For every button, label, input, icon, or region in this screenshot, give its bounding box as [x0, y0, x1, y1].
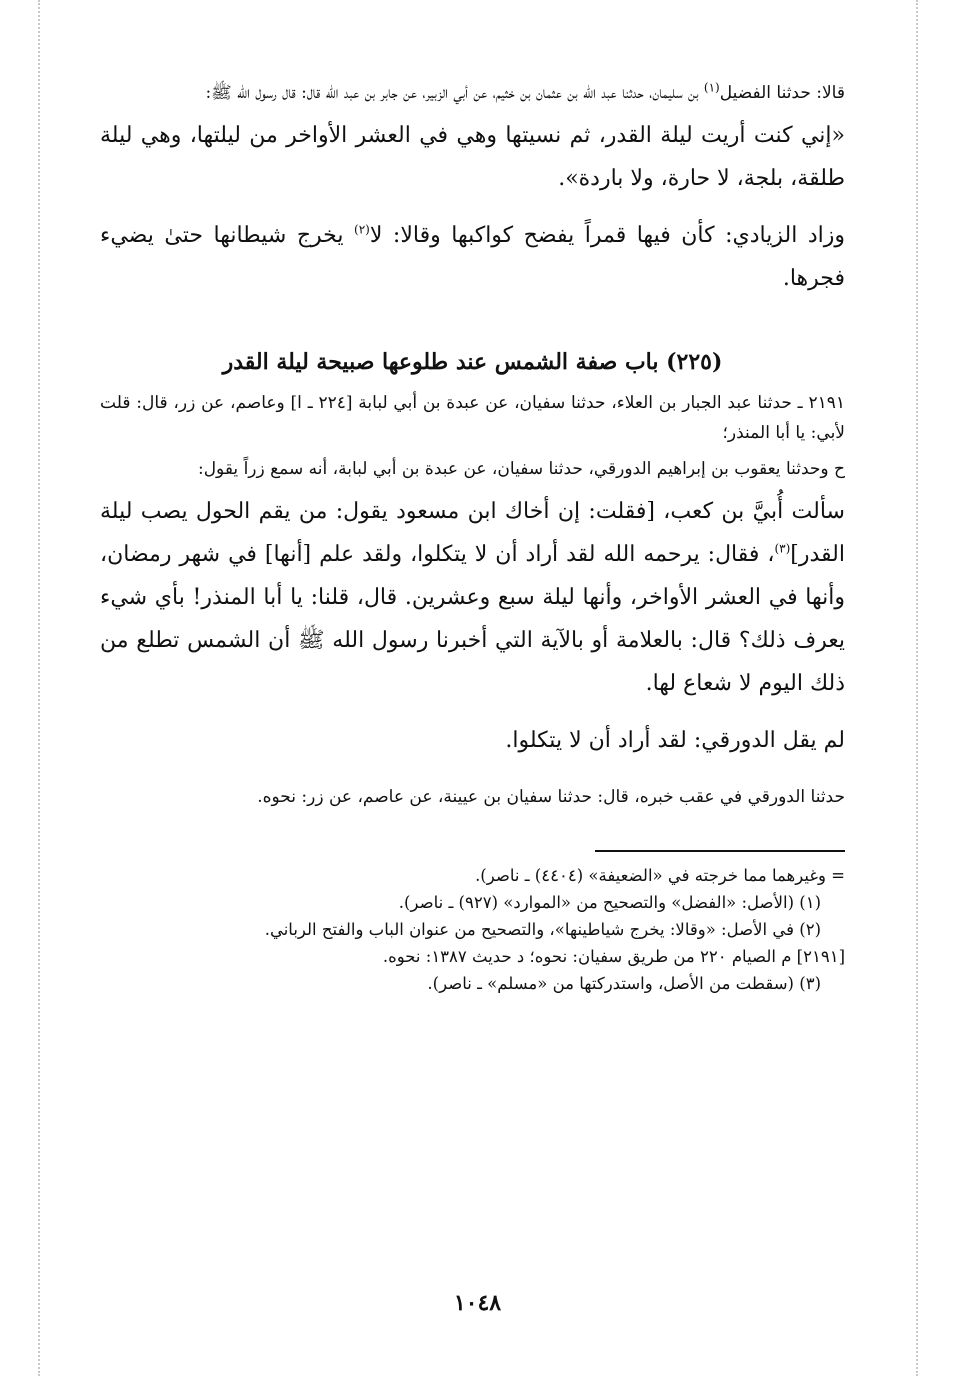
footnote-ref: (٢) — [354, 222, 370, 237]
paragraph-hadith-1: «إني كنت أريت ليلة القدر، ثم نسيتها وهي في العشر الأواخر من ليلتها، وهي ليلة طلقة، بلجة، لا حارة، ولا باردة». — [100, 123, 845, 191]
paragraph-text: بن سليمان، حدثنا عبد الله بن عثمان بن خثيم، عن أبي الزبير، عن جابر بن عبد الله قال: قال رسول الله ﷺ: — [205, 83, 704, 103]
paragraph-text: يخرج شيطانها حتىٰ يضيء فجرها. — [100, 223, 845, 291]
scan-edge-right — [916, 0, 918, 1376]
paragraph-hadith-2 — [100, 490, 845, 705]
page-number: ١٠٤٨ — [453, 1290, 502, 1316]
footnote-takhrij: [٢١٩١] م الصيام ٢٢٠ من طريق سفيان: نحوه؛ د حديث ١٣٨٧: نحوه. — [382, 947, 845, 966]
footnote-1: (١) (الأصل: «الفضل» والتصحيح من «الموارد» (٩٢٧) ـ ناصر). — [398, 893, 821, 912]
footnote-2: (٢) في الأصل: «وقالا: يخرج شياطينها»، والتصحيح من عنوان الباب والفتح الرباني. — [264, 920, 821, 939]
paragraph-addition — [100, 214, 845, 300]
page-body — [100, 78, 845, 997]
scan-edge-left — [38, 0, 40, 1376]
paragraph-text: سألت أُبيَّ بن كعب، [فقلت: إن أخاك ابن مسعود يقول: من يقم الحول يصب ليلة القدر] — [100, 499, 845, 567]
paragraph-text: وزاد الزيادي: كأن فيها قمراً يفضح كواكبها وقالا: لا — [369, 223, 846, 248]
paragraph-isnad-1 — [100, 78, 845, 108]
paragraph-hadith-number: ٢١٩١ ـ حدثنا عبد الجبار بن العلاء، حدثنا سفيان، عن عبدة بن أبي لبابة [٢٢٤ ـ ا] وعاصم، عن زر، قال: قلت لأبي: يا أبا المنذر؛ — [100, 393, 845, 443]
footnote-3: (٣) (سقطت من الأصل، واستدركتها من «مسلم» ـ ناصر). — [427, 974, 821, 993]
paragraph-isnad-2: ح وحدثنا يعقوب بن إبراهيم الدورقي، حدثنا سفيان، عن عبدة بن أبي لبابة، أنه سمع زراً يقول: — [197, 459, 845, 479]
footnote-continued: = وغيرهما مما خرجته في «الضعيفة» (٤٤٠٤) ـ ناصر). — [475, 866, 845, 885]
chapter-heading: (٢٢٥) باب صفة الشمس عند طلوعها صبيحة ليلة القدر — [222, 349, 723, 375]
footnote-ref: (١) — [703, 80, 720, 95]
paragraph-text: قالا: حدثنا الفضيل — [719, 83, 845, 103]
footnote-separator — [595, 850, 845, 852]
paragraph-text: ، فقال: يرحمه الله لقد أراد أن لا يتكلوا، ولقد علم [أنها] في شهر رمضان، وأنها في العشر الأواخر، وأنها ليلة سبع وعشرين. قال، قلنا: يا أبا المنذر! بأي شيء يعرف ذلك؟ قال: بالعلامة أو بالآية التي أخبرنا رسول الله ﷺ أن الشمس تطلع من ذلك اليوم لا شعاع لها. — [100, 542, 845, 696]
paragraph-isnad-3: حدثنا الدورقي في عقب خبره، قال: حدثنا سفيان بن عيينة، عن عاصم، عن زر: نحوه. — [257, 787, 845, 807]
footnote-ref: (٣) — [774, 541, 791, 556]
paragraph-note: لم يقل الدورقي: لقد أراد أن لا يتكلوا. — [505, 728, 845, 753]
